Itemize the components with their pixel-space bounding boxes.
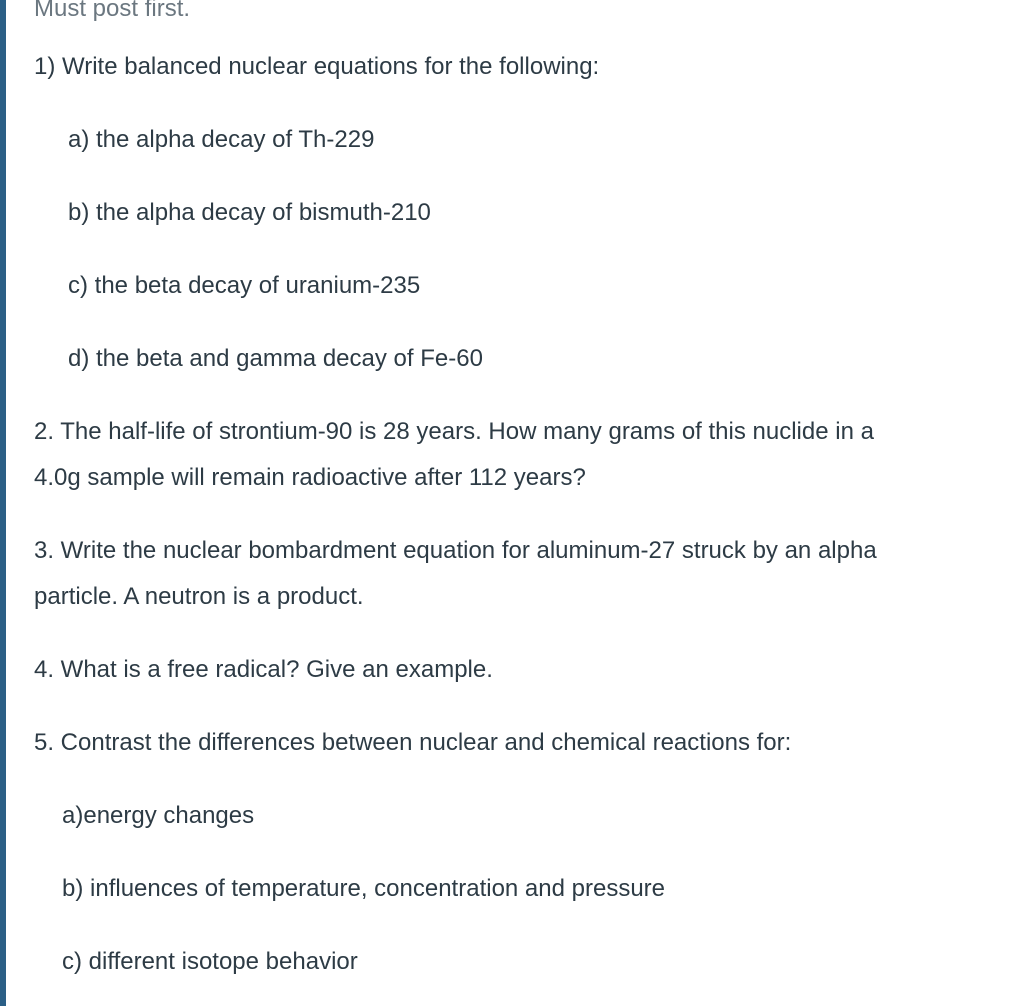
question-3-line-1: 3. Write the nuclear bombardment equation for aluminum-27 struck by an alpha bbox=[34, 537, 877, 564]
question-5c: c) different isotope behavior bbox=[62, 948, 358, 975]
question-5a: a)energy changes bbox=[62, 802, 255, 829]
question-2-line-1: 2. The half-life of strontium-90 is 28 years. How many grams of this nuclide in a bbox=[34, 418, 874, 445]
question-2-line-2: 4.0g sample will remain radioactive after 112 years? bbox=[34, 464, 586, 491]
question-5-prompt: 5. Contrast the differences between nuclear and chemical reactions for: bbox=[34, 729, 792, 756]
question-1-prompt: 1) Write balanced nuclear equations for the following: bbox=[34, 53, 600, 80]
question-4-prompt: 4. What is a free radical? Give an example. bbox=[34, 656, 493, 683]
question-5b: b) influences of temperature, concentration and pressure bbox=[62, 875, 666, 902]
notice-text: Must post first. bbox=[34, 0, 191, 22]
question-3-line-2: particle. A neutron is a product. bbox=[34, 583, 364, 610]
question-1a: a) the alpha decay of Th-229 bbox=[68, 126, 375, 153]
question-1b: b) the alpha decay of bismuth-210 bbox=[68, 199, 431, 226]
question-1c: c) the beta decay of uranium-235 bbox=[68, 272, 421, 299]
question-1d: d) the beta and gamma decay of Fe-60 bbox=[68, 345, 483, 372]
